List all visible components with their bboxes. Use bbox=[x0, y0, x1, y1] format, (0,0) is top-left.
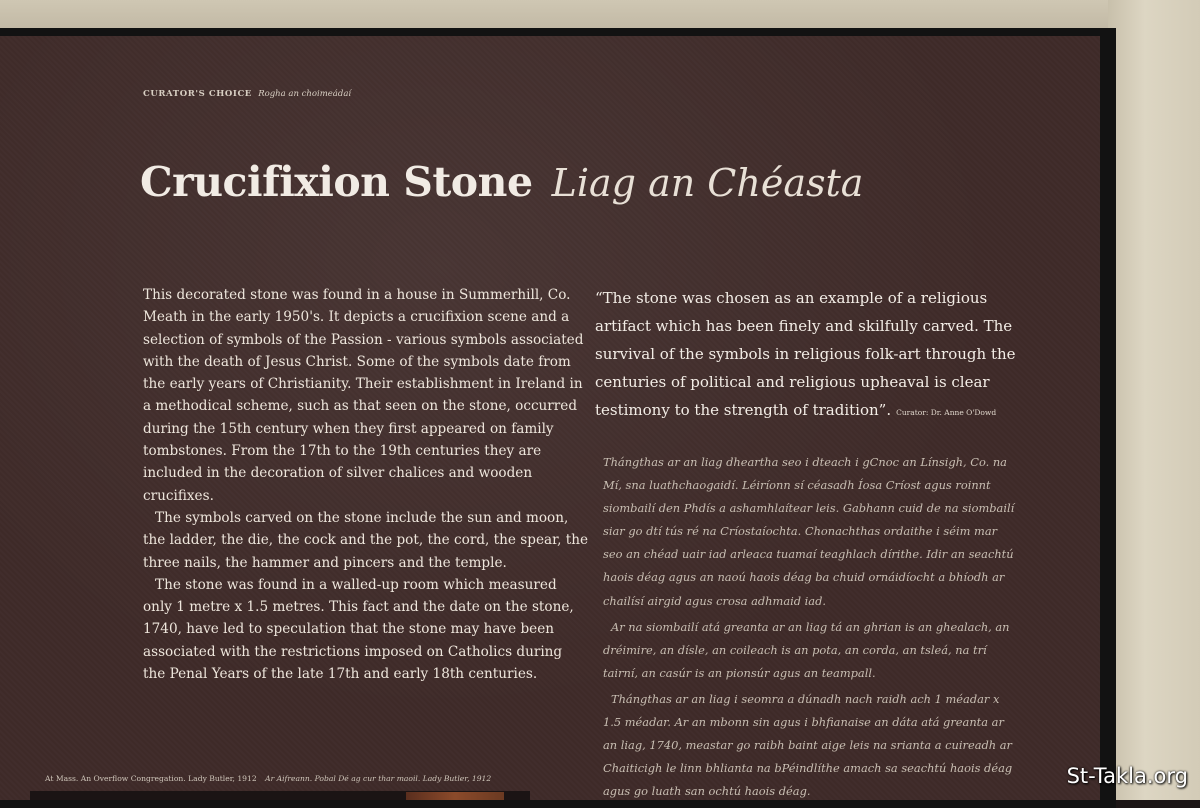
english-paragraph: The symbols carved on the stone include the sun and moon, the ladder, the die, the cock and the pot, the cord, the spear, the three nails, the hammer and pincers and the temple. bbox=[143, 509, 589, 571]
irish-paragraph: Thángthas ar an liag dheartha seo i dteach i gCnoc an Línsigh, Co. na Mí, sna luathchaogaidí. Léiríonn sí céasadh Íosa Críost agus roinnt siombailí den Phdís a ashamhlaítear leis. Gabhann cuid de na siombailí siar go dtí tús ré na Críostaíochta. Chonachthas ordaithe i séim mar seo an chéad uair iad arleaca tuamaí teaghlach dírithe. Idir an seachtú haois déag agus an naoú haois déag ba chuid ornáidíocht a bhíodh ar chailísí airgid agus crosa adhmaid iad. bbox=[603, 455, 1015, 608]
photo-caption bbox=[45, 774, 491, 783]
english-paragraph: This decorated stone was found in a house in Summerhill, Co. Meath in the early 1950's. It depicts a crucifixion scene and a selection of symbols of the Passion - various symbols associated with the death of Jesus Christ. Some of the symbols date from the early years of Christianity. Their establishment in Ireland in a methodical scheme, such as that seen on the stone, occurred during the 15th century when they first appeared on family tombstones. From the 17th to the 19th centuries they are included in the decoration of silver chalices and wooden crucifixes. bbox=[143, 287, 584, 504]
caption-irish: Ar Aifreann. Pobal Dé ag cur thar maoil. Lady Butler, 1912 bbox=[265, 774, 492, 783]
curators-choice-kicker bbox=[143, 89, 351, 99]
curator-quote bbox=[595, 284, 1020, 427]
kicker-irish: Rogha an choimeádaí bbox=[258, 89, 352, 99]
quote-credit: Curator: Dr. Anne O'Dowd bbox=[896, 408, 997, 417]
title-english: Crucifixion Stone bbox=[140, 158, 533, 206]
title-irish: Liag an Chéasta bbox=[551, 161, 864, 205]
caption-english: At Mass. An Overflow Congregation. Lady Butler, 1912 bbox=[45, 774, 257, 783]
gallery-wall-right bbox=[1108, 0, 1200, 800]
english-paragraph: The stone was found in a walled-up room which measured only 1 metre x 1.5 metres. This fact and the date on the stone, 1740, have led to speculation that the stone may have been associated with the restrictions imposed on Catholics during the Penal Years of the late 17th and early 18th centuries. bbox=[143, 576, 574, 683]
irish-description bbox=[603, 451, 1018, 803]
kicker-english: CURATOR'S CHOICE bbox=[143, 89, 252, 99]
quote-body: “The stone was chosen as an example of a religious artifact which has been finely and skilfully carved. The survival of the symbols in religious folk-art through the centuries of political and religious upheaval is clear testimony to the strength of tradition”. bbox=[595, 289, 1016, 419]
english-description bbox=[143, 284, 588, 685]
quote-text bbox=[595, 284, 1020, 427]
painting-thumbnail bbox=[406, 792, 504, 800]
watermark: St-Takla.org bbox=[1066, 764, 1188, 788]
irish-paragraph: Thángthas ar an liag i seomra a dúnadh nach raidh ach 1 méadar x 1.5 méadar. Ar an mbonn sin agus i bhfianaise an dáta atá greanta ar an liag, 1740, meastar go raibh baint aige leis na srianta a cuireadh ar Chaiticigh le linn bhlianta na bPéindlíthe amach sa seachtú haois déag agus go luath san ochtú haois déag. bbox=[603, 691, 1013, 799]
panel-title bbox=[140, 158, 863, 206]
irish-paragraph: Ar na siombailí atá greanta ar an liag tá an ghrian is an ghealach, an dréimire, an dísle, an coileach is an pota, an corda, an tsleá, na trí tairní, an casúr is an pionsúr agus an teampall. bbox=[603, 619, 1010, 680]
